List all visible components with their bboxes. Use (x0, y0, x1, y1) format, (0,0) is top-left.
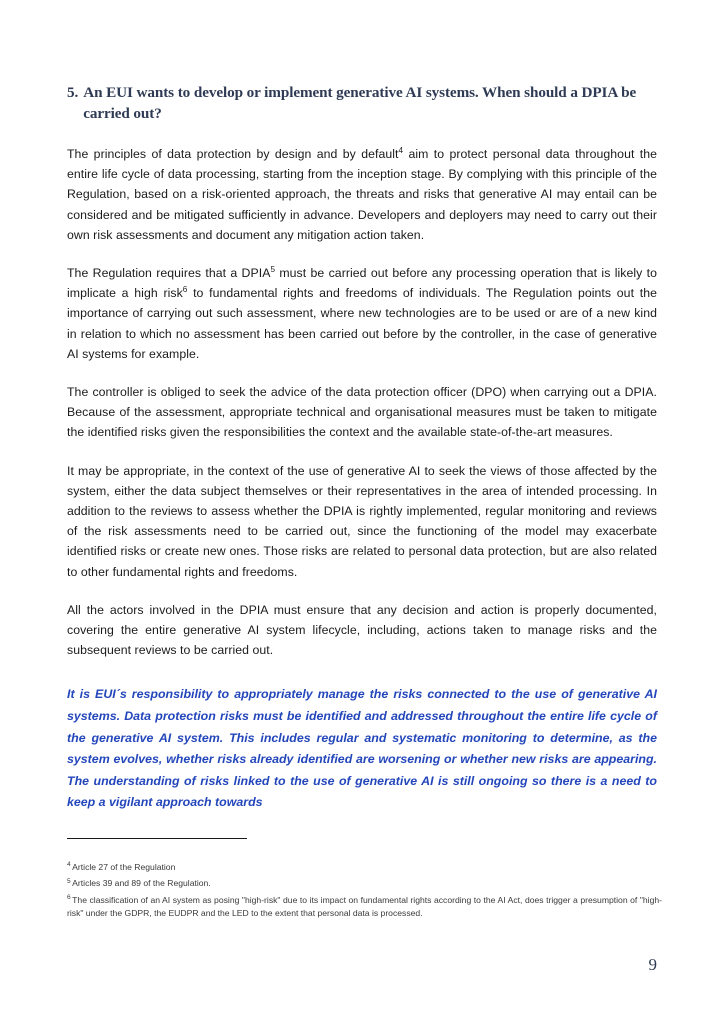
footnote-reference[interactable]: 5 (270, 264, 276, 274)
page-content (67, 82, 657, 814)
body-paragraph: The principles of data protection by design and by default$^4$ aim to protect personal data throughout the entire life cycle of data processing, starting from the inception stage. By complying with this principle of the Regulation, based on a risk-oriented approach, the threats and risks that generative AI may entail can be considered and be mitigated sufficiently in advance. Developers and deployers may need to carry out their own risk assessments and document any mitigation action taken. (67, 145, 658, 242)
body-paragraph: The controller is obliged to seek the advice of the data protection officer (DPO) when carrying out a DPIA. Because of the assessment, appropriate technical and organisational measures must be taken to mitigate the identified risks given the responsibilities the context and the available state-of-the-art measures. (67, 385, 657, 440)
footnotes-section (67, 838, 662, 924)
body-paragraph: The Regulation requires that a DPIA$^5$ must be carried out before any processing operation that is likely to implicate a high risk$^6$ to fundamental rights and freedoms of individuals. The Regulation points out the importance of carrying out such assessment, where new technologies are to be used or are of a new kind in relation to which no assessment has been carried out before by the controller, in the case of generative AI systems for example. (67, 264, 658, 361)
footnote-list (67, 861, 662, 921)
footnote-item: $^4$ Article 27 of the Regulation (67, 861, 176, 872)
body-paragraphs (67, 144, 657, 660)
page-number: 9 (648, 955, 657, 974)
footnote-separator-rule (67, 838, 247, 839)
footnote-reference[interactable]: 6 (182, 285, 188, 295)
footnote-item: $^6$ The classification of an AI system as posing "high-risk" due to its impact on fundamental rights according to the AI Act, does trigger a presumption of "high-risk" under the GDPR, the EUDPR and the LED to the extent that personal data is processed. (67, 893, 662, 919)
footnote-item: $^5$ Articles 39 and 89 of the Regulation. (67, 877, 211, 889)
section-heading-text: An EUI wants to develop or implement generative AI systems. When should a DPIA be carried out? (83, 84, 637, 122)
footnote-marker: 5 (67, 877, 71, 885)
footnote-marker: 6 (67, 893, 71, 901)
section-heading (67, 82, 657, 124)
footnote-marker: 4 (67, 861, 71, 869)
footnote-reference[interactable]: 4 (398, 145, 404, 155)
section-heading-number: 5. (67, 84, 79, 101)
emphasis-paragraph: It is EUI´s responsibility to appropriately manage the risks connected to the use of generative AI systems. Data protection risks must be identified and addressed throughout the entire life cycle of the generative AI system. This includes regular and systematic monitoring to determine, as the system evolves, whether risks already identified are worsening or whether new risks are appearing. The understanding of risks linked to the use of generative AI is still ongoing so there is a need to keep a vigilant approach towards (67, 687, 657, 810)
body-paragraph: All the actors involved in the DPIA must ensure that any decision and action is properly documented, covering the entire generative AI system lifecycle, including, actions taken to manage risks and the subsequent reviews to be carried out. (67, 602, 657, 658)
body-paragraph: It may be appropriate, in the context of the use of generative AI to seek the views of those affected by the system, either the data subject themselves or their representatives in the area of intended processing. In addition to the reviews to assess whether the DPIA is rightly implemented, regular monitoring and reviews of the risk assessments need to be carried out, since the functioning of the model may exacerbate identified risks or create new ones. Those risks are related to personal data protection, but are also related to other fundamental rights and freedoms. (67, 463, 657, 579)
